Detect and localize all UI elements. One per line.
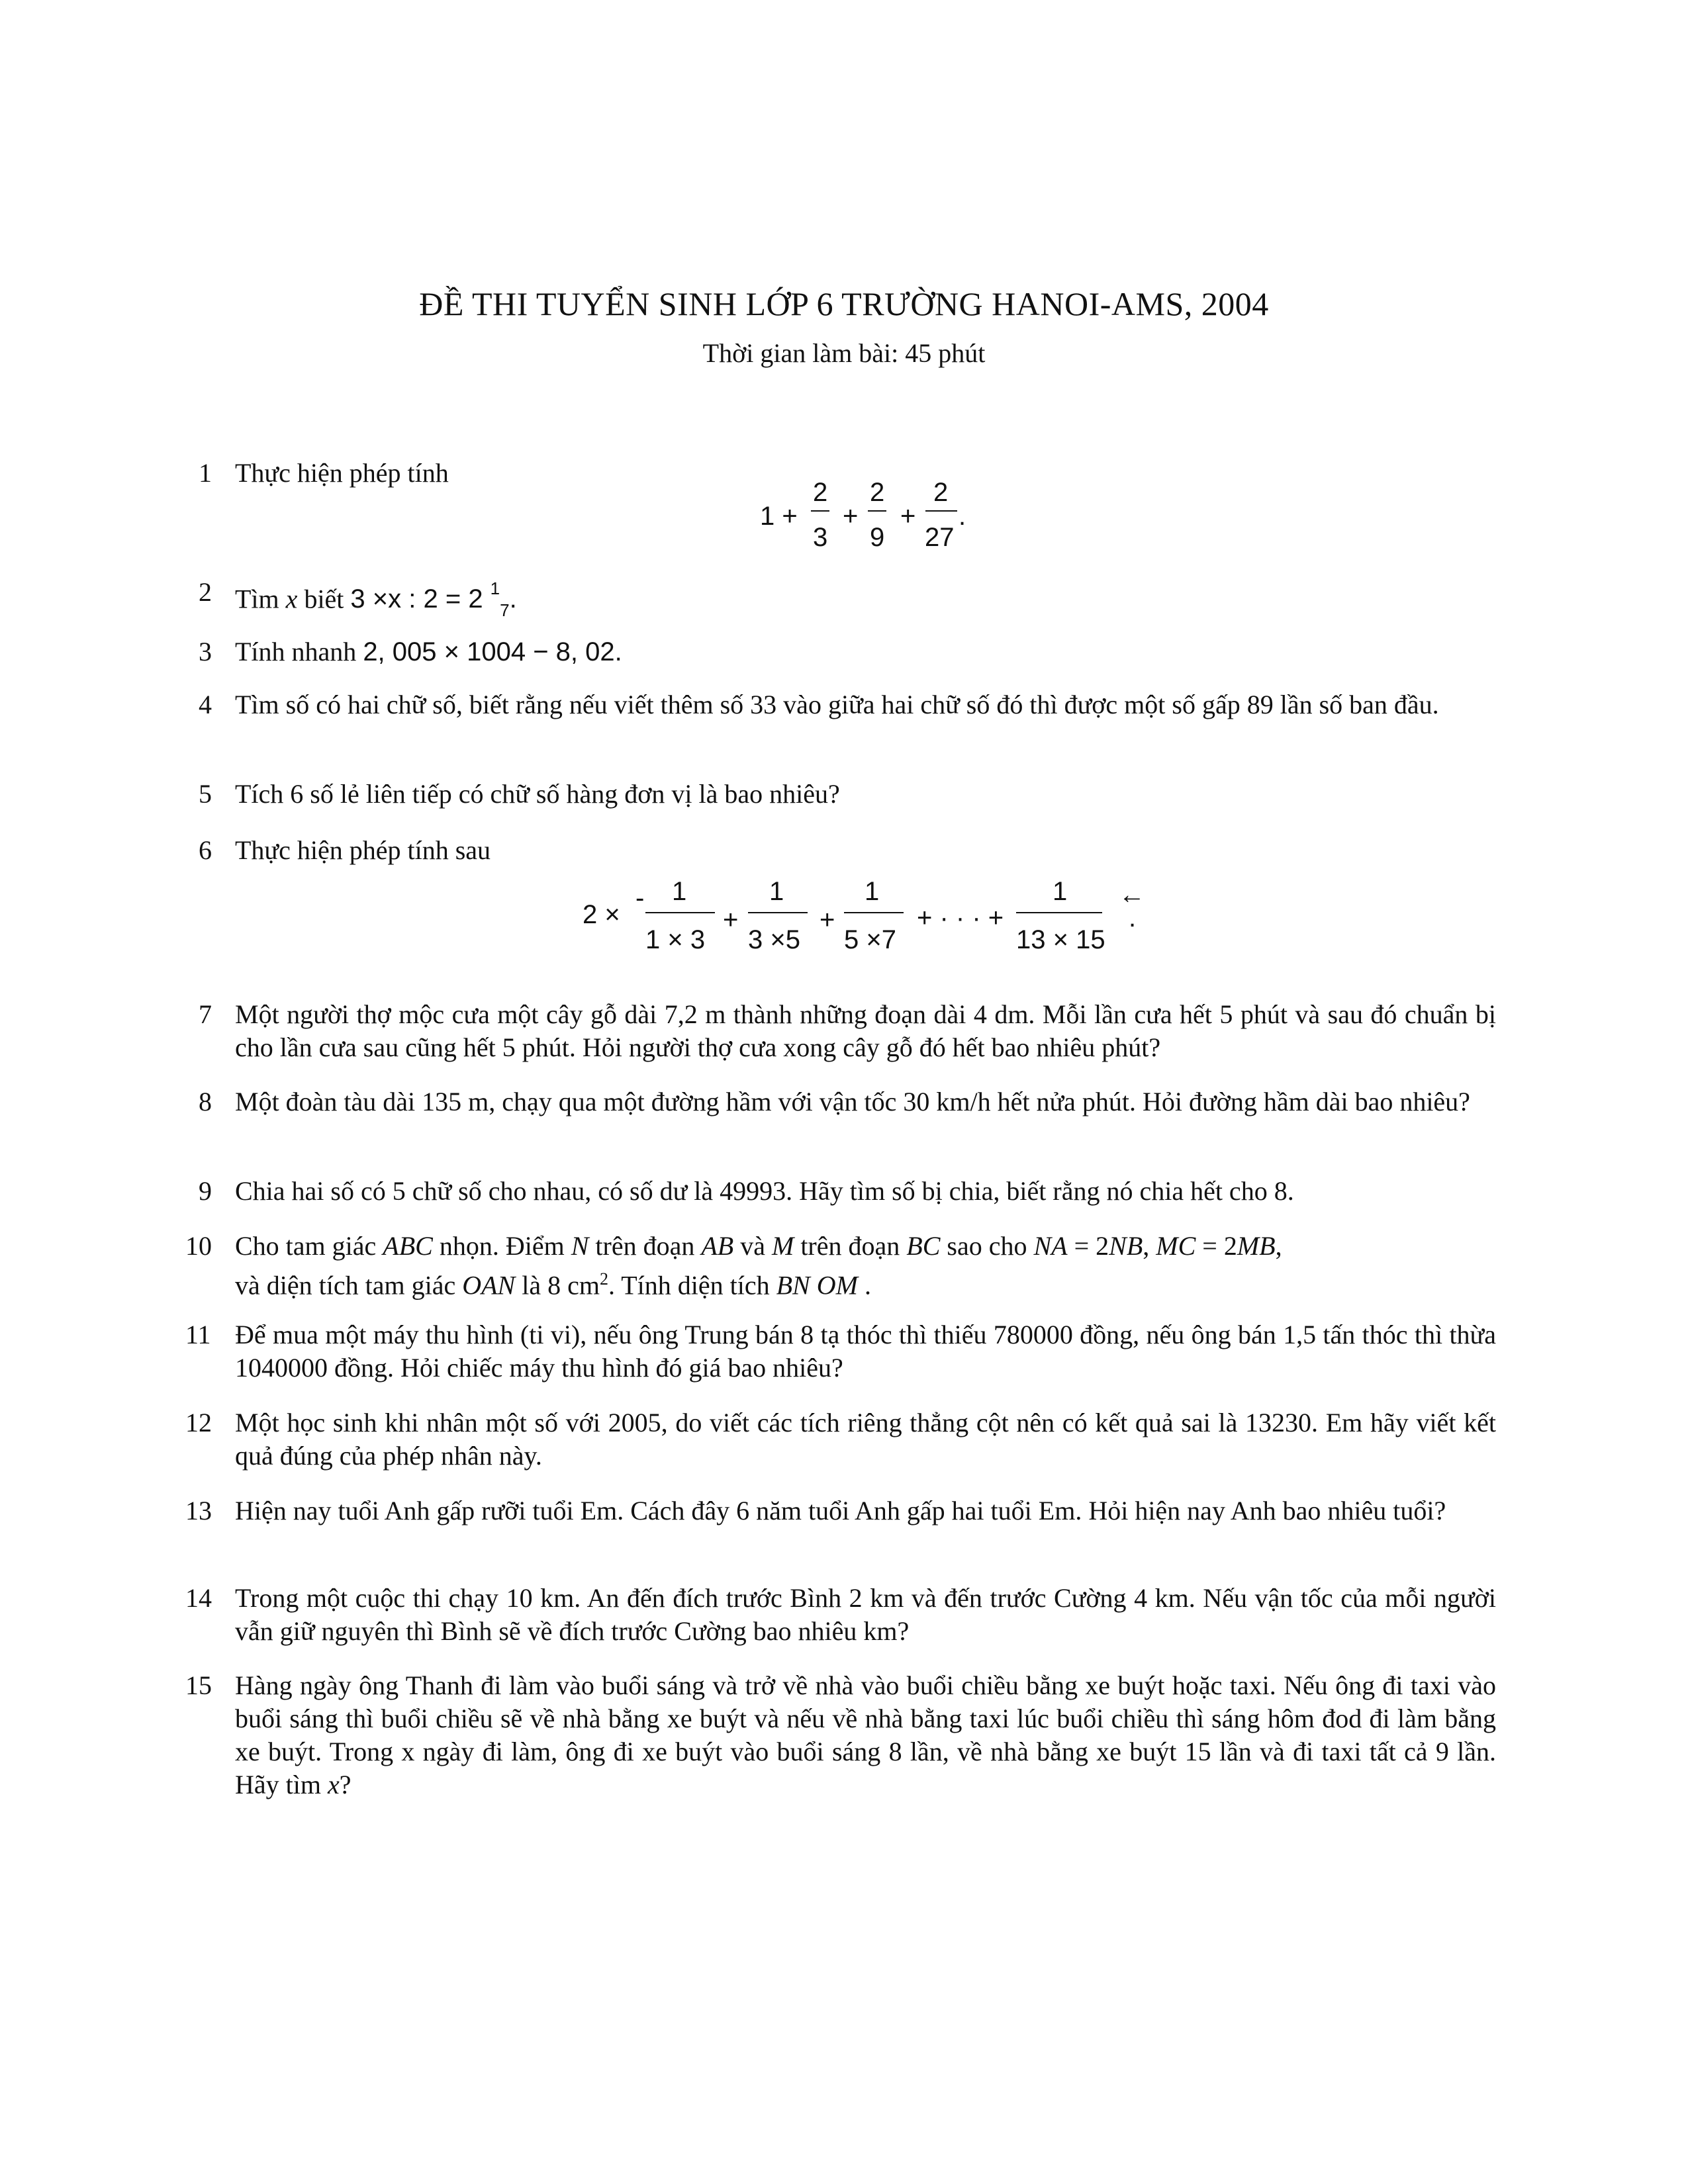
question-7 bbox=[199, 998, 1496, 1064]
question-text: Để mua một máy thu hình (ti vi), nếu ông Trung bán 8 tạ thóc thì thiếu 780000 đồng, nếu ông bán 1,5 tấn thóc thì thừa 1040000 đồng. Hỏi chiếc máy thu hình đó giá bao nhiêu? bbox=[235, 1320, 1496, 1383]
question-number: 3 bbox=[199, 637, 212, 666]
frac-a-bar bbox=[645, 912, 715, 913]
question-4 bbox=[199, 688, 1496, 721]
question-10 bbox=[185, 1230, 1496, 1302]
question-number: 8 bbox=[199, 1087, 212, 1116]
question-number: 14 bbox=[185, 1583, 212, 1613]
formula-6-op2: + bbox=[820, 905, 835, 934]
frac-1-num: 2 bbox=[813, 478, 828, 507]
question-number: 5 bbox=[199, 779, 212, 809]
frac-d-num: 1 bbox=[1053, 877, 1068, 906]
formula-1-lead: 1 + bbox=[760, 502, 798, 531]
question-text: Trong một cuộc thi chạy 10 km. An đến đích trước Bình 2 km và đến trước Cường 4 km. Nếu vận tốc của mỗi người vẫn giữ nguyên thì Bình sẽ về đích trước Cường bao nhiêu km? bbox=[235, 1583, 1496, 1646]
exam-title: ĐỀ THI TUYỂN SINH LỚP 6 TRƯỜNG HANOI-AMS, 2004 bbox=[419, 285, 1269, 322]
frac-b-num: 1 bbox=[769, 877, 784, 906]
question-text: Thực hiện phép tính bbox=[235, 458, 449, 488]
frac-a-num: 1 bbox=[672, 877, 687, 906]
question-number: 10 bbox=[185, 1231, 212, 1261]
question-8 bbox=[199, 1085, 1496, 1118]
question-number: 2 bbox=[199, 577, 212, 607]
question-number: 12 bbox=[185, 1408, 212, 1437]
question-13 bbox=[185, 1494, 1496, 1527]
question-number: 7 bbox=[199, 999, 212, 1029]
question-14 bbox=[185, 1582, 1496, 1648]
question-5 bbox=[199, 778, 1496, 811]
frac-d-bar bbox=[1016, 912, 1102, 913]
question-text: Tích 6 số lẻ liên tiếp có chữ số hàng đơn vị là bao nhiêu? bbox=[235, 779, 840, 809]
formula-6-lead: 2 × bbox=[583, 900, 620, 929]
frac-c-num: 1 bbox=[865, 877, 880, 906]
frac-3-num: 2 bbox=[933, 478, 949, 507]
question-text: Hiện nay tuổi Anh gấp rưỡi tuổi Em. Cách đây 6 năm tuổi Anh gấp hai tuổi Em. Hỏi hiện nay Anh bao nhiêu tuổi? bbox=[235, 1496, 1446, 1525]
question-text: Cho tam giác ABC nhọn. Điểm N trên đoạn AB và M trên đoạn BC sao cho NA = 2NB, MC = 2MB, và diện tích tam giác OAN là 8 $cm^2$. Tính diện tích BN OM . bbox=[235, 1231, 1282, 1300]
formula-1-op1: + bbox=[843, 502, 859, 531]
frac-2-num: 2 bbox=[870, 478, 885, 507]
question-12 bbox=[185, 1406, 1496, 1473]
question-number: 11 bbox=[185, 1320, 211, 1349]
equation: 3 ×x : 2 = 2 bbox=[350, 584, 491, 614]
frac-3-den: 27 bbox=[925, 523, 955, 552]
formula-1-end: . bbox=[959, 502, 966, 531]
frac-c-den: 5 ×7 bbox=[844, 925, 896, 954]
question-number: 4 bbox=[199, 690, 212, 719]
question-6 bbox=[199, 834, 1496, 867]
frac-a-den: 1 × 3 bbox=[645, 925, 706, 954]
question-1 bbox=[199, 457, 1496, 490]
question-3 bbox=[199, 635, 1496, 668]
question-text: Hàng ngày ông Thanh đi làm vào buổi sáng và trở về nhà vào buổi chiều bằng xe buýt hoặc taxi. Nếu ông đi taxi vào buổi sáng thì buổi chiều sẽ về nhà bằng xe buýt và nếu về nhà bằng taxi lúc buổi chiều thì sáng hôm đod đi làm bằng xe buýt. Trong x ngày đi làm, ông đi xe buýt vào buổi sáng 8 lần, về nhà bằng xe buýt 15 lần và đi taxi tất cả 9 lần. Hãy tìm x? bbox=[235, 1670, 1496, 1799]
question-number: 15 bbox=[185, 1670, 212, 1700]
question-text: Tìm số có hai chữ số, biết rằng nếu viết thêm số 33 vào giữa hai chữ số đó thì được một số gấp 89 lần số ban đầu. bbox=[235, 690, 1439, 719]
question-number: 6 bbox=[199, 835, 212, 865]
question-text: Tìm x biết 3 ×x : 2 = 2 $^1_7$. bbox=[235, 578, 517, 621]
question-text: Một học sinh khi nhân một số với 2005, do viết các tích riêng thẳng cột nên có kết quả sai là 13230. Em hãy viết kết quả đúng của phép nhân này. bbox=[235, 1408, 1496, 1471]
frac-1-bar bbox=[811, 510, 829, 512]
question-2 bbox=[199, 576, 1496, 624]
frac-c-bar bbox=[844, 912, 904, 913]
question-text: Một đoàn tàu dài 135 m, chạy qua một đường hầm với vận tốc 30 km/h hết nửa phút. Hỏi đường hầm dài bao nhiêu? bbox=[235, 1087, 1470, 1116]
frac-2-den: 9 bbox=[870, 523, 885, 552]
question-text: Một người thợ mộc cưa một cây gỗ dài 7,2 m thành những đoạn dài 4 dm. Mỗi lần cưa hết 5 phút và sau đó chuẩn bị cho lần cưa sau cũng hết 5 phút. Hỏi người thợ cưa xong cây gỗ đó hết bao nhiêu phút? bbox=[235, 999, 1496, 1062]
formula-6-op3: + · · · + bbox=[917, 903, 1004, 933]
frac-d-den: 13 × 15 bbox=[1016, 925, 1105, 954]
formula-6-open: - bbox=[635, 884, 645, 913]
frac-3-bar bbox=[925, 510, 957, 512]
exam-time: Thời gian làm bài: 45 phút bbox=[702, 338, 986, 368]
formula-6-close: ← bbox=[1119, 880, 1145, 909]
frac-b-den: 3 ×5 bbox=[748, 925, 800, 954]
frac-1-den: 3 bbox=[813, 523, 828, 552]
question-number: 1 bbox=[199, 458, 212, 488]
question-number: 13 bbox=[185, 1496, 212, 1525]
question-text: Tính nhanh 2, 005 × 1004 − 8, 02. bbox=[235, 637, 622, 666]
formula-6-end: . bbox=[1129, 903, 1137, 933]
question-number: 9 bbox=[199, 1176, 212, 1206]
formula-1-op2: + bbox=[900, 502, 916, 531]
question-11 bbox=[185, 1318, 1496, 1385]
question-9 bbox=[199, 1175, 1496, 1208]
frac-b-bar bbox=[748, 912, 808, 913]
formula-6-op1: + bbox=[723, 905, 739, 934]
question-15 bbox=[185, 1669, 1496, 1801]
question-text: Thực hiện phép tính sau bbox=[235, 835, 491, 865]
frac-2-bar bbox=[868, 510, 886, 512]
question-text: Chia hai số có 5 chữ số cho nhau, có số dư là 49993. Hãy tìm số bị chia, biết rằng nó chia hết cho 8. bbox=[235, 1176, 1294, 1206]
